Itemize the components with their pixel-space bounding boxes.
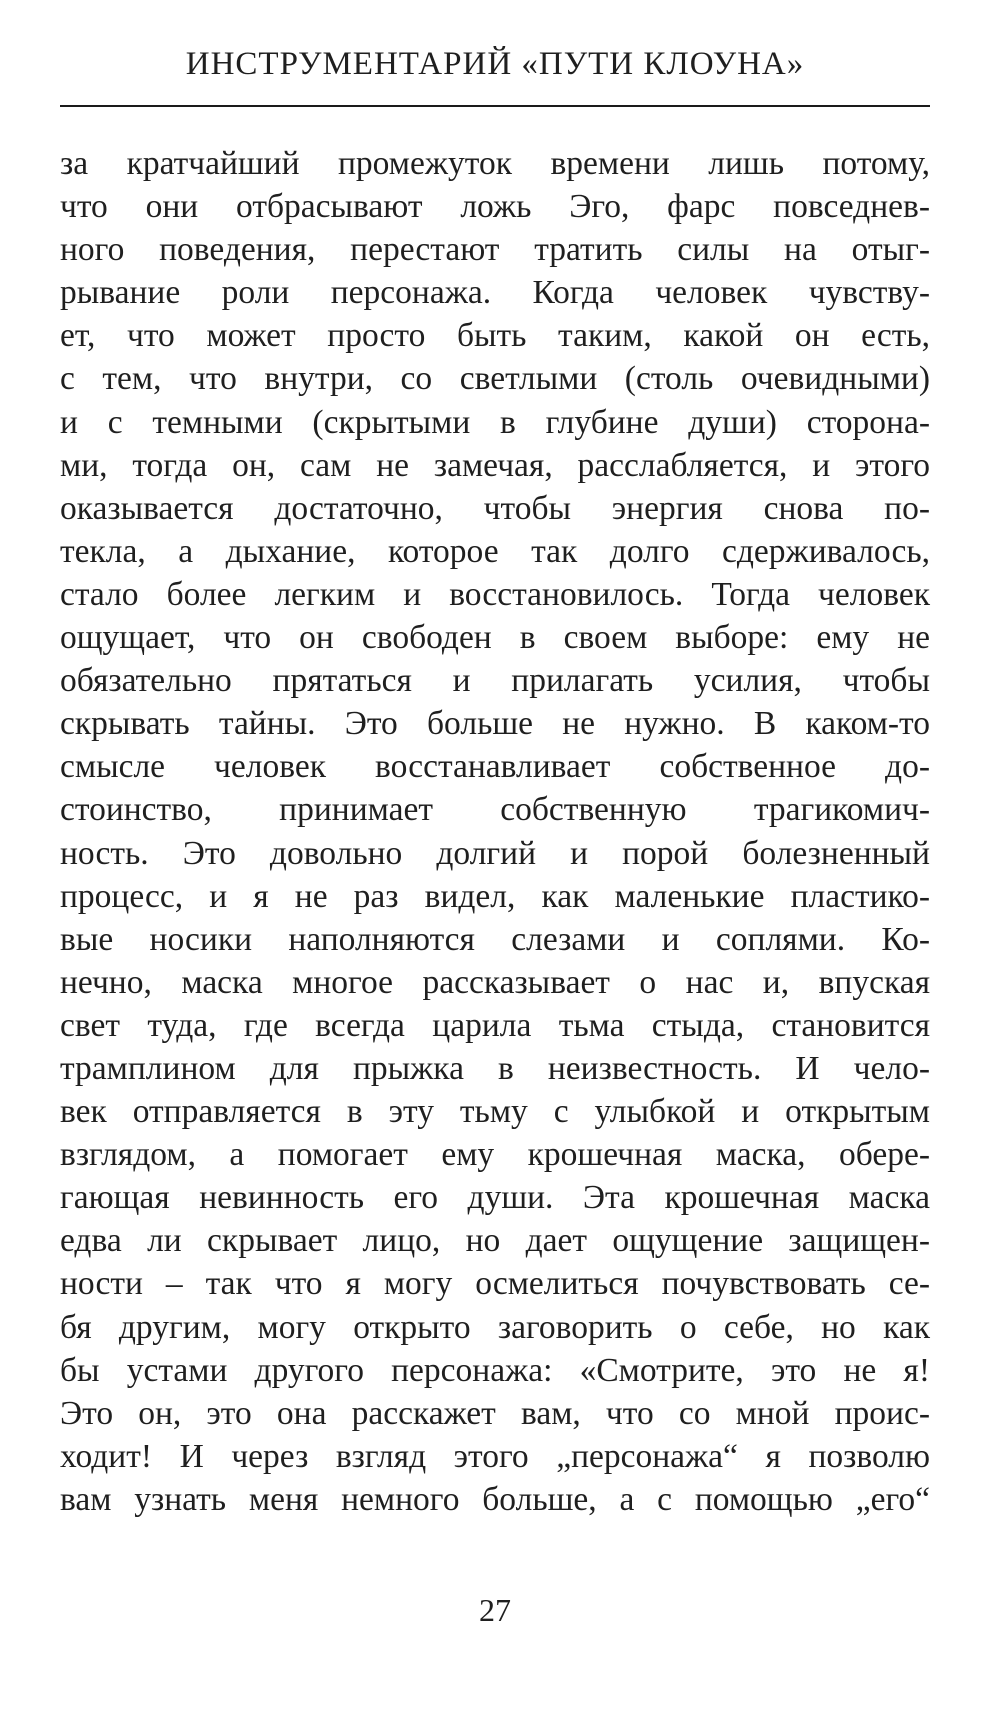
text-line: за кратчайший промежуток времени лишь потому, — [60, 145, 930, 182]
text-line: и с темными (скрытыми в глубине души) сторона- — [60, 403, 930, 441]
text-line: смысле человек восстанавливает собственное до- — [60, 748, 930, 786]
running-head: ИНСТРУМЕНТАРИЙ «ПУТИ КЛОУНА» — [185, 46, 805, 82]
text-line: бы устами другого персонажа: «Смотрите, это не я! — [60, 1351, 930, 1389]
text-line: ного поведения, перестают тратить силы на отыг- — [60, 231, 930, 269]
text-line: взглядом, а помогает ему крошечная маска, обере- — [60, 1136, 930, 1174]
text-line: процесс, и я не раз видел, как маленькие пластико- — [60, 877, 930, 915]
text-line: бя другим, могу открыто заговорить о себе, но как — [60, 1308, 930, 1346]
text-line: с тем, что внутри, со светлыми (столь очевидными) — [60, 360, 930, 398]
text-line: оказывается достаточно, чтобы энергия снова по- — [60, 489, 930, 527]
text-line: гающая невинность его души. Эта крошечная маска — [60, 1179, 930, 1217]
body-text — [60, 142, 930, 1521]
text-line: ности – так что я могу осмелиться почувствовать се- — [60, 1265, 930, 1303]
text-line: стоинство, принимает собственную трагикомич- — [60, 791, 930, 829]
page-number: 27 — [479, 1592, 511, 1628]
text-line: вам узнать меня немного больше, а с помощью „его“ — [60, 1480, 930, 1518]
text-line: век отправляется в эту тьму с улыбкой и открытым — [60, 1093, 930, 1131]
text-line: ходит! И через взгляд этого „персонажа“ я позволю — [60, 1437, 930, 1475]
text-line: трамплином для прыжка в неизвестность. И чело- — [60, 1049, 930, 1087]
text-line: обязательно прятаться и прилагать усилия, чтобы — [60, 662, 930, 700]
text-line: стало более легким и восстановилось. Тогда человек — [60, 575, 930, 613]
text-line: нечно, маска многое рассказывает о нас и, впуская — [60, 963, 930, 1001]
text-line: вые носики наполняются слезами и соплями. Ко- — [60, 920, 930, 958]
text-line: свет туда, где всегда царила тьма стыда, становится — [60, 1006, 930, 1044]
header-rule — [60, 105, 930, 107]
text-line: ет, что может просто быть таким, какой он есть, — [60, 317, 930, 355]
text-line: ми, тогда он, сам не замечая, расслабляется, и этого — [60, 446, 930, 484]
text-line: рывание роли персонажа. Когда человек чувству- — [60, 274, 930, 312]
text-line: что они отбрасывают ложь Эго, фарс повседнев- — [60, 188, 930, 226]
text-line: ность. Это довольно долгий и порой болезненный — [60, 834, 930, 872]
text-line: скрывать тайны. Это больше не нужно. В каком-то — [60, 705, 930, 743]
text-line: Это он, это она расскажет вам, что со мной проис- — [60, 1394, 930, 1432]
text-line: ощущает, что он свободен в своем выборе: ему не — [60, 619, 930, 657]
text-line: текла, а дыхание, которое так долго сдерживалось, — [60, 532, 930, 570]
text-line: едва ли скрывает лицо, но дает ощущение защищен- — [60, 1222, 930, 1260]
